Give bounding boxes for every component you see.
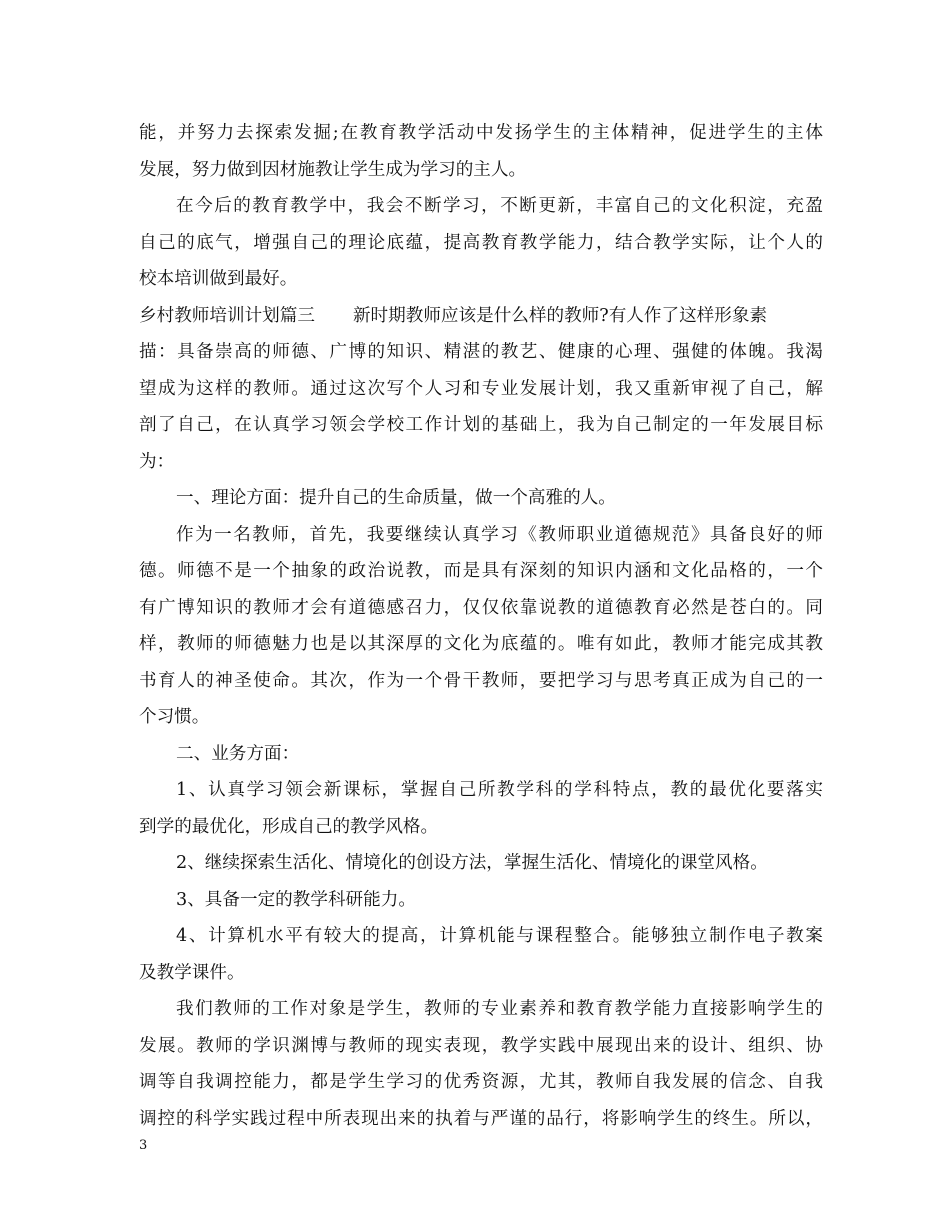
text-line: 二、业务方面： — [176, 743, 300, 764]
text-line: 望成为这样的教师。通过这次写个人习和专业发展计划，我又重新审视了自己，解 — [139, 378, 823, 399]
text-line: 调控的科学实践过程中所表现出来的执着与严谨的品行，将影响学生的终生。所以， — [139, 1108, 823, 1129]
section-heading: 乡村教师培训计划篇三 — [139, 305, 315, 326]
text-line: 在今后的教育教学中，我会不断学习，不断更新，丰富自己的文化积淀，充盈 — [176, 196, 823, 216]
text-line: 3、具备一定的教学科研能力。 — [176, 889, 416, 910]
text-line: 2、继续探索生活化、情境化的创设方法，掌握生活化、情境化的课堂风格。 — [176, 853, 768, 873]
text-line: 自己的底气，增强自己的理论底蕴，提高教育教学能力，结合教学实际，让个人的 — [139, 232, 823, 253]
text-line: 作为一名教师，首先，我要继续认真学习《教师职业道德规范》具备良好的师 — [176, 524, 823, 545]
text-line: 发展，努力做到因材施教让学生成为学习的主人。 — [139, 159, 527, 180]
text-line: 一、理论方面：提升自己的生命质量，做一个高雅的人。 — [176, 488, 616, 508]
text-line: 4、计算机水平有较大的提高，计算机能与课程整合。能够独立制作电子教案 — [176, 926, 823, 946]
text-line: 校本培训做到最好。 — [139, 269, 298, 289]
text-line: 有广博知识的教师才会有道德感召力，仅仅依靠说教的道德教育必然是苍白的。同 — [139, 597, 823, 618]
section-heading-line — [139, 298, 823, 335]
text-line: 及教学课件。 — [139, 962, 245, 983]
text-line: 剖了自己，在认真学习领会学校工作计划的基础上，我为自己制定的一年发展目标 — [139, 415, 823, 435]
text-line: 德。师德不是一个抽象的政治说教，而是具有深刻的知识内涵和文化品格的，一个 — [139, 561, 823, 581]
text-line: 调等自我调控能力，都是学生学习的优秀资源，尤其，教师自我发展的信念、自我 — [139, 1072, 823, 1092]
text-line: 1、认真学习领会新课标，掌握自己所教学科的学科特点，教的最优化要落实 — [176, 780, 823, 800]
text-line: 到学的最优化，形成自己的教学风格。 — [139, 816, 439, 837]
text-line: 能，并努力去探索发掘;在教育教学活动中发扬学生的主体精神，促进学生的主体 — [139, 123, 823, 143]
text-line: 样，教师的师德魅力也是以其深厚的文化为底蕴的。唯有如此，教师才能完成其教 — [139, 634, 823, 654]
section-intro-text: 新时期教师应该是什么样的教师?有人作了这样形象素 — [352, 305, 768, 326]
text-line: 为： — [139, 451, 175, 472]
text-line: 个习惯。 — [139, 707, 210, 727]
text-line: 书育人的神圣使命。其次，作为一个骨干教师，要把学习与思考真正成为自己的一 — [139, 670, 823, 691]
text-line: 描：具备崇高的师德、广博的知识、精湛的教艺、健康的心理、强健的体魄。我渴 — [139, 342, 823, 362]
body-text — [139, 115, 823, 1137]
text-line: 发展。教师的学识渊博与教师的现实表现，教学实践中展现出来的设计、组织、协 — [139, 1035, 823, 1056]
text-line: 我们教师的工作对象是学生，教师的专业素养和教育教学能力直接影响学生的 — [176, 999, 823, 1019]
page-number: 3 — [139, 1138, 148, 1153]
